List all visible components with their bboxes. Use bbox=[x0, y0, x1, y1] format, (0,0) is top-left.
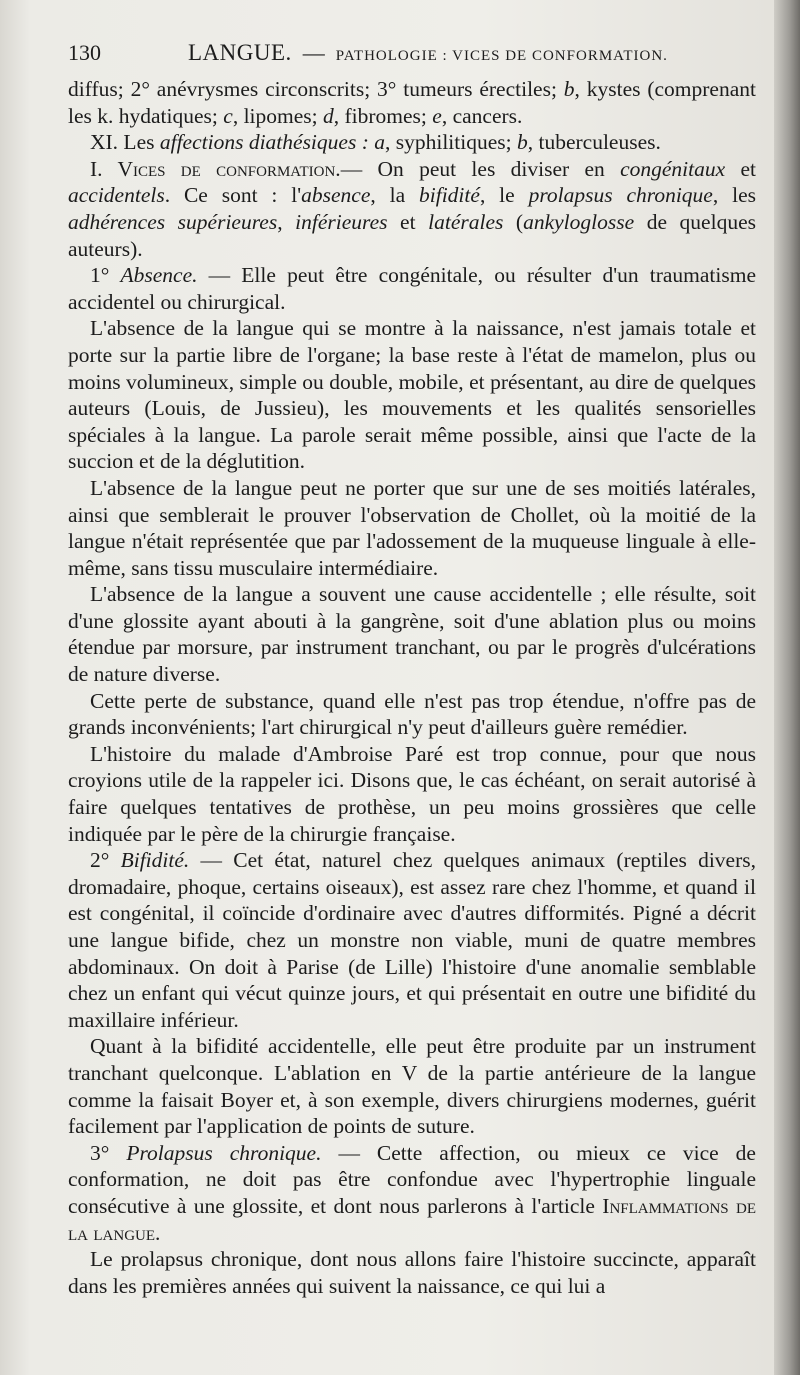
text-run: L'absence de la langue a souvent une cause accidentelle ; elle résulte, soit d'une glossite ayant abouti à la gangrène, soit d'une ablation plus ou moins étendue par morsure, par instrument tranchant, ou par le progrès d'ulcérations de nature diverse. bbox=[68, 582, 756, 687]
text-run: L'absence de la langue peut ne porter que sur une de ses moitiés latérales, ainsi que semblerait le prouver l'observation de Chollet, où la moitié de la langue n'était représentée que par l'adossement de la muqueuse linguale à elle-même, sans tissu musculaire intermédiaire. bbox=[68, 475, 756, 580]
body-text bbox=[68, 76, 756, 1299]
book-spine bbox=[774, 0, 800, 1375]
text-run: L'histoire du malade d'Ambroise Paré est trop connue, pour que nous croyions utile de la rappeler ici. Disons que, le cas échéant, on serait autorisé à faire quelques tentatives de prothèse, un peu moins grossières que celle indiquée par le père de la chirurgie française. bbox=[68, 741, 756, 846]
paragraph bbox=[68, 315, 756, 475]
paragraph bbox=[68, 847, 756, 1033]
text-run: , kystes (comprenant les k. hydatiques; bbox=[68, 77, 756, 128]
text-run: d bbox=[323, 103, 334, 128]
text-run: Le prolapsus chronique, dont nous allons faire l'histoire succincte, apparaît dans les premières années qui suivent la naissance, ce qui lui a bbox=[68, 1247, 756, 1298]
text-run: b bbox=[563, 77, 575, 101]
text-run: b bbox=[516, 130, 528, 155]
text-run: , tuberculeuses. bbox=[527, 130, 661, 155]
text-run: , le bbox=[479, 183, 529, 208]
running-header bbox=[68, 40, 756, 66]
text-run: et bbox=[725, 156, 756, 181]
text-run: et bbox=[387, 209, 429, 234]
text-run: , lipomes; bbox=[232, 103, 323, 128]
text-run: , cancers. bbox=[441, 103, 523, 128]
paragraph bbox=[68, 741, 756, 847]
text-run: , la bbox=[370, 183, 420, 208]
text-run: — Cet état, naturel chez quelques animaux (reptiles divers, dromadaire, phoque, certains oiseaux), est assez rare chez l'homme, et quand il est congénital, il coïncide d'ordinaire avec d'autres difformités. Pigné a décrit une langue bifide, chez un monstre non viable, muni de quatre membres abdominaux. On doit à Parise (de Lille) l'histoire d'une anomalie semblable chez un enfant qui vécut quinze jours, et qui présentait en outre une bifidité du maxillaire inférieur. bbox=[68, 848, 756, 1032]
text-run: c bbox=[223, 103, 233, 128]
text-run: Bifidité. bbox=[120, 848, 190, 873]
paragraph bbox=[68, 581, 756, 687]
text-run: inférieures bbox=[295, 209, 388, 234]
text-run: 1° bbox=[90, 263, 121, 288]
text-run: Quant à la bifidité accidentelle, elle peut être produite par un instrument tranchant quelconque. L'ablation en V de la partie antérieure de la langue comme la faisait Boyer et, à son exemple, divers chirurgiens modernes, guérit facilement par l'application de points de suture. bbox=[68, 1034, 756, 1139]
header-subtitle: PATHOLOGIE : VICES DE CONFORMATION. bbox=[335, 48, 668, 64]
text-run: 3° bbox=[90, 1140, 127, 1165]
paragraph bbox=[68, 156, 756, 262]
header-title: LANGUE. bbox=[188, 40, 292, 65]
text-run: Absence. bbox=[120, 263, 198, 288]
text-run: — Elle peut être congénitale, ou résulter d'un traumatisme accidentel ou chirurgical. bbox=[68, 263, 756, 314]
paragraph bbox=[68, 688, 756, 741]
text-run: — On peut les diviser en bbox=[340, 156, 621, 181]
text-run: affections diathésiques : a bbox=[159, 130, 385, 155]
text-run: Cette perte de substance, quand elle n'est pas trop étendue, n'offre pas de grands inconvénients; l'art chirurgical n'y peut d'ailleurs guère remédier. bbox=[68, 688, 756, 740]
text-run: Prolapsus chronique. bbox=[126, 1140, 322, 1165]
paragraph bbox=[68, 475, 756, 581]
paragraph bbox=[68, 1246, 756, 1299]
text-run: XI. Les bbox=[90, 130, 160, 155]
text-run: adhérences supérieures bbox=[68, 209, 278, 234]
text-run: accidentels bbox=[68, 183, 165, 208]
text-run: bifidité bbox=[419, 183, 480, 208]
text-run: diffus; 2° anévrysmes circonscrits; 3° tumeurs érectiles; bbox=[68, 77, 564, 101]
text-run: absence bbox=[301, 183, 371, 208]
text-run: L'absence de la langue qui se montre à la naissance, n'est jamais totale et porte sur la partie libre de l'organe; la base reste à l'état de mamelon, plus ou moins volumineux, simple ou double, mobile, et présentant, au dire de quelques auteurs (Louis, de Jussieu), les mouvements et les qualités sensorielles spéciales à la langue. La parole serait même possible, ainsi que l'acte de la succion et de la déglutition. bbox=[68, 316, 756, 474]
paragraph bbox=[68, 129, 756, 156]
text-run: ankyloglosse bbox=[523, 209, 635, 234]
text-run: de quelques auteurs). bbox=[68, 209, 756, 261]
text-run: , bbox=[277, 209, 296, 234]
page-number: 130 bbox=[68, 40, 101, 65]
text-run: e bbox=[432, 103, 442, 128]
text-run: ( bbox=[503, 209, 524, 234]
text-run: , les bbox=[712, 183, 756, 208]
text-run: prolapsus chronique bbox=[528, 183, 713, 208]
paragraph bbox=[68, 1140, 756, 1246]
paragraph bbox=[68, 76, 756, 129]
text-run: . Ce sont : l' bbox=[164, 183, 302, 208]
text-run: latérales bbox=[428, 209, 504, 234]
paragraph bbox=[68, 262, 756, 315]
header-dash: — bbox=[302, 40, 325, 65]
text-run: Inflammations de la langue. bbox=[68, 1193, 757, 1245]
text-run: , fibromes; bbox=[333, 103, 433, 128]
text-run: I. Vices de conformation. bbox=[90, 156, 341, 181]
text-run: — Cette affection, ou mieux ce vice de conformation, ne doit pas être confondue avec l'hypertrophie linguale consécutive à une glossite, et dont nous parlerons à l'article bbox=[68, 1140, 756, 1218]
text-run: 2° bbox=[90, 848, 121, 873]
text-run: , syphilitiques; bbox=[384, 130, 517, 155]
text-run: congénitaux bbox=[620, 156, 726, 181]
paragraph bbox=[68, 1033, 756, 1139]
